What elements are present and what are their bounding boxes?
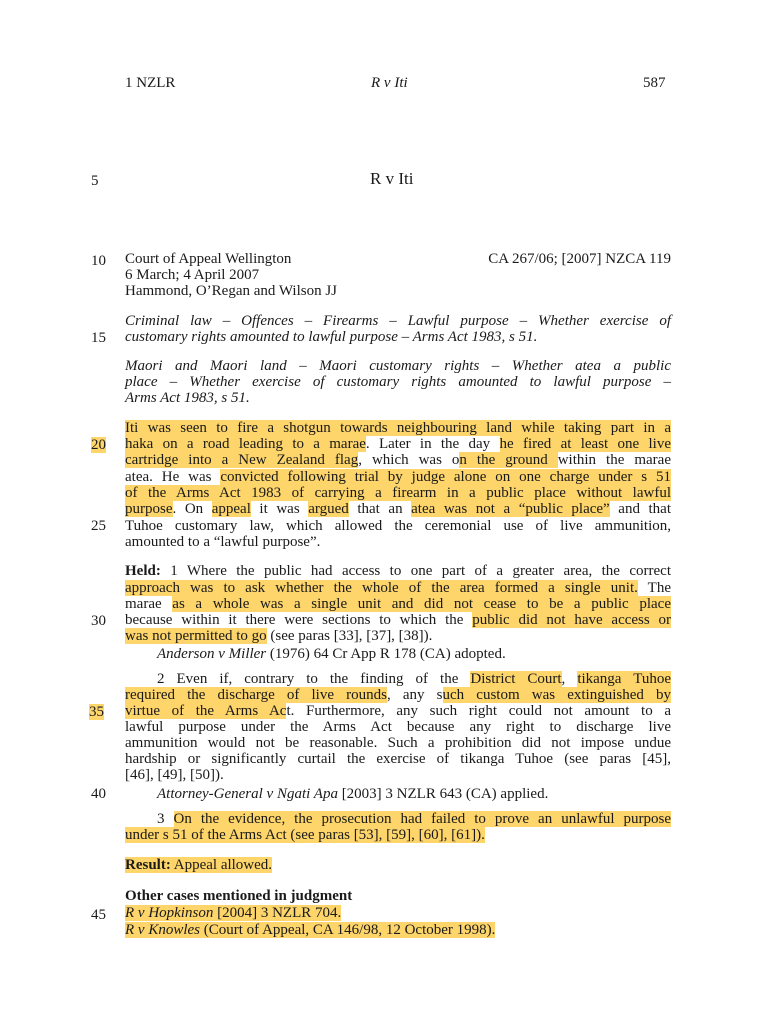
catchword-line: Maori and Maori land – Maori customary rights – Whether atea a public	[125, 358, 671, 374]
running-header-title: R v Iti	[371, 75, 408, 91]
case-reference: Attorney-General v Ngati Apa [2003] 3 NZLR 643 (CA) applied.	[157, 786, 549, 802]
held-line: because within it there were sections to which the public did not have access or	[125, 612, 671, 628]
line-number: 10	[91, 253, 106, 269]
held-line: virtue of the Arms Act. Furthermore, any such right could not amount to a	[125, 703, 671, 719]
facts-line: cartridge into a New Zealand flag, which was on the ground within the marae	[125, 452, 671, 468]
line-number: 35	[89, 704, 104, 720]
line-number: 40	[91, 786, 106, 802]
case-title: R v Iti	[370, 169, 414, 188]
line-number: 45	[91, 907, 106, 923]
court-place: Court of Appeal Wellington	[125, 251, 292, 267]
held-line: hardship or significantly curtail the exercise of tikanga Tuhoe (see paras [45],	[125, 751, 671, 767]
held-line: marae as a whole was a single unit and did not cease to be a public place	[125, 596, 671, 612]
facts-line: purpose. On appeal it was argued that an atea was not a “public place” and that	[125, 501, 672, 517]
case-reference: R v Hopkinson [2004] 3 NZLR 704.	[125, 905, 342, 921]
line-number: 25	[91, 518, 106, 534]
catchword-line: customary rights amounted to lawful purpose – Arms Act 1983, s 51.	[125, 329, 538, 345]
held-line: Held: 1 Where the public had access to one part of a greater area, the correct	[125, 563, 671, 579]
page-number: 587	[643, 75, 666, 91]
line-number: 30	[91, 613, 106, 629]
held-line: ammunition would not be reasonable. Such a prohibition did not impose undue	[125, 735, 671, 751]
case-reference: Anderson v Miller (1976) 64 Cr App R 178 (CA) adopted.	[157, 646, 506, 662]
facts-line: of the Arms Act 1983 of carrying a firearm in a public place without lawful	[125, 485, 671, 501]
facts-line: Iti was seen to fire a shotgun towards neighbouring land while taking part in a	[125, 420, 671, 436]
catchword-line: place – Whether exercise of customary rights amounted to lawful purpose –	[125, 374, 671, 390]
held-line: [46], [49], [50]).	[125, 767, 224, 783]
running-header-left: 1 NZLR	[125, 75, 176, 91]
held-line: 3 On the evidence, the prosecution had failed to prove an unlawful purpose	[157, 811, 672, 827]
line-number: 15	[91, 330, 106, 346]
catchword-line: Arms Act 1983, s 51.	[125, 390, 250, 406]
other-cases-heading: Other cases mentioned in judgment	[125, 888, 353, 904]
facts-line: haka on a road leading to a marae. Later in the day he fired at least one live	[125, 436, 671, 452]
held-line: required the discharge of live rounds, any such custom was extinguished by	[125, 687, 671, 703]
held-line: lawful purpose under the Arms Act because any right to discharge live	[125, 719, 671, 735]
line-number: 20	[91, 437, 106, 453]
case-reference: R v Knowles (Court of Appeal, CA 146/98, 12 October 1998).	[125, 922, 496, 938]
citation: CA 267/06; [2007] NZCA 119	[488, 251, 671, 267]
hearing-dates: 6 March; 4 April 2007	[125, 267, 260, 283]
facts-line: atea. He was convicted following trial by judge alone on one charge under s 51	[125, 469, 671, 485]
catchword-line: Criminal law – Offences – Firearms – Lawful purpose – Whether exercise of	[125, 313, 671, 329]
facts-line: Tuhoe customary law, which allowed the ceremonial use of live ammunition,	[125, 518, 671, 534]
result: Result: Appeal allowed.	[125, 857, 273, 873]
facts-line: amounted to a “lawful purpose”.	[125, 534, 321, 550]
held-line: approach was to ask whether the whole of the area formed a single unit. The	[125, 580, 671, 596]
judges: Hammond, O’Regan and Wilson JJ	[125, 283, 338, 299]
line-number: 5	[91, 173, 99, 189]
held-line: under s 51 of the Arms Act (see paras [53], [59], [60], [61]).	[125, 827, 485, 843]
held-line: 2 Even if, contrary to the finding of the District Court, tikanga Tuhoe	[157, 671, 671, 687]
held-line: was not permitted to go (see paras [33], [37], [38]).	[125, 628, 433, 644]
